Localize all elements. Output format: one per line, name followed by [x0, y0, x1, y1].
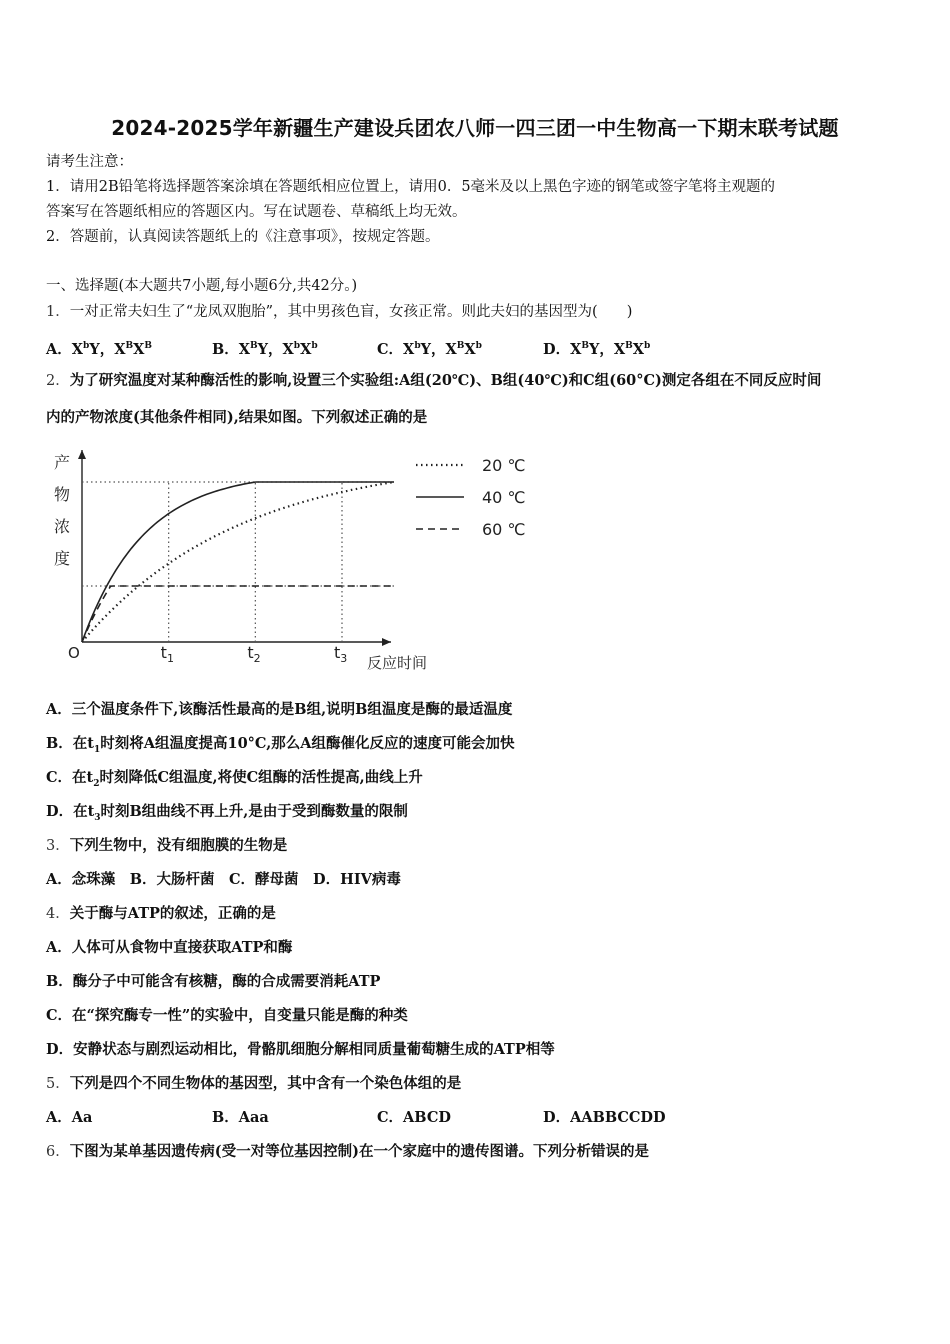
y-axis-label-char: 物: [54, 485, 71, 504]
x-tick-label: $t_2$: [247, 643, 261, 665]
q5-option-a: A．Aa: [46, 1109, 93, 1126]
x-axis-label: 反应时间: [367, 654, 428, 672]
question-number: 4．: [46, 906, 70, 922]
question-text: 关于酶与ATP的叙述，正确的是: [69, 905, 276, 922]
notice-line-3: 2．答题前，认真阅读答题纸上的《注意事项》，按规定答题。: [46, 229, 440, 245]
q3-options: A．念珠藻 B．大肠杆菌 C．酵母菌 D．HIV病毒: [46, 871, 401, 888]
question-1: [46, 302, 632, 322]
q4-option-b: B．酶分子中可能含有核糖，酶的合成需要消耗ATP: [46, 973, 381, 990]
notice-line-1: 1．请用2B铅笔将选择题答案涂填在答题纸相应位置上，请用0．5毫米及以上黑色字迹的钢笔或签字笔将主观题的: [46, 179, 776, 195]
q2-option-c: C．在$t_2$时刻降低C组温度,将使C组酶的活性提高,曲线上升: [46, 769, 423, 789]
question-text: 下列是四个不同生物体的基因型，其中含有一个染色体组的是: [69, 1075, 462, 1092]
question-5: [46, 1074, 461, 1094]
q1-option-c: C．$X^bY$，$X^BX^b$: [377, 340, 482, 358]
series-line-dashed: [82, 586, 394, 642]
q4-option-c: C．在“探究酶专一性”的实验中，自变量只能是酶的种类: [46, 1007, 408, 1024]
question-3: [46, 836, 287, 856]
question-text: 一对正常夫妇生了“龙凤双胞胎”，其中男孩色盲，女孩正常。则此夫妇的基因型为( ): [69, 304, 633, 320]
q2-option-a: A．三个温度条件下,该酶活性最高的是B组,说明B组温度是酶的最适温度: [46, 701, 513, 718]
y-axis-arrow: [78, 450, 86, 459]
question-text: 下列生物中，没有细胞膜的生物是: [69, 837, 288, 854]
y-axis-label-char: 浓: [54, 517, 71, 536]
x-axis-arrow: [382, 638, 391, 646]
q5-option-b: B．Aaa: [212, 1109, 269, 1126]
q4-option-d: D．安静状态与剧烈运动相比，骨骼肌细胞分解相同质量葡萄糖生成的ATP相等: [46, 1041, 555, 1058]
question-number: 6．: [46, 1144, 70, 1160]
series-line-solid: [82, 482, 394, 642]
q2-option-b: B．在$t_1$时刻将A组温度提高10°C,那么A组酶催化反应的速度可能会加快: [46, 735, 515, 755]
question-text: 为了研究温度对某种酶活性的影响,设置三个实验组:A组(20℃)、B组(40℃)和C组(60°C)测定各组在不同反应时间: [69, 372, 822, 389]
question-number: 3．: [46, 838, 70, 854]
series-line-dotted: [82, 482, 394, 642]
x-tick-label: $t_3$: [334, 643, 348, 665]
legend-label: 20 ℃: [482, 456, 526, 475]
section-heading: 一、选择题(本大题共7小题,每小题6分,共42分。): [46, 278, 358, 294]
legend-label: 60 ℃: [482, 520, 526, 539]
q1-option-b: B．$X^BY$，$X^bX^b$: [212, 340, 318, 358]
question-2-continued: 内的产物浓度(其他条件相同),结果如图。下列叙述正确的是: [46, 409, 428, 426]
notice-line-2: 答案写在答题纸相应的答题区内。写在试题卷、草稿纸上均无效。: [46, 204, 467, 220]
q5-option-c: C．ABCD: [377, 1109, 451, 1126]
q1-option-d: D．$X^BY$，$X^BX^b$: [543, 340, 651, 358]
question-text: 下图为某单基因遗传病(受一对等位基因控制)在一个家庭中的遗传图谱。下列分析错误的是: [69, 1143, 649, 1160]
question-number: 1．: [46, 304, 70, 320]
q5-option-d: D．AABBCCDD: [543, 1109, 666, 1126]
question-number: 5．: [46, 1076, 70, 1092]
question-2: [46, 371, 821, 391]
page-title: 2024-2025学年新疆生产建设兵团农八师一四三团一中生物高一下期末联考试题: [111, 116, 839, 140]
x-tick-label: $t_1$: [160, 643, 174, 665]
origin-label: O: [68, 644, 80, 662]
y-axis-label-char: 度: [54, 549, 71, 568]
legend-label: 40 ℃: [482, 488, 526, 507]
question-4: [46, 904, 276, 924]
product-concentration-chart: [46, 440, 546, 672]
q4-option-a: A．人体可从食物中直接获取ATP和酶: [46, 939, 293, 956]
q2-option-d: D．在$t_3$时刻B组曲线不再上升,是由于受到酶数量的限制: [46, 803, 408, 823]
notice-heading: 请考生注意：: [46, 154, 133, 170]
y-axis-label-char: 产: [54, 453, 71, 472]
question-6: [46, 1142, 649, 1162]
q1-option-a: A．$X^bY$，$X^BX^B$: [46, 340, 152, 358]
question-number: 2．: [46, 373, 70, 389]
